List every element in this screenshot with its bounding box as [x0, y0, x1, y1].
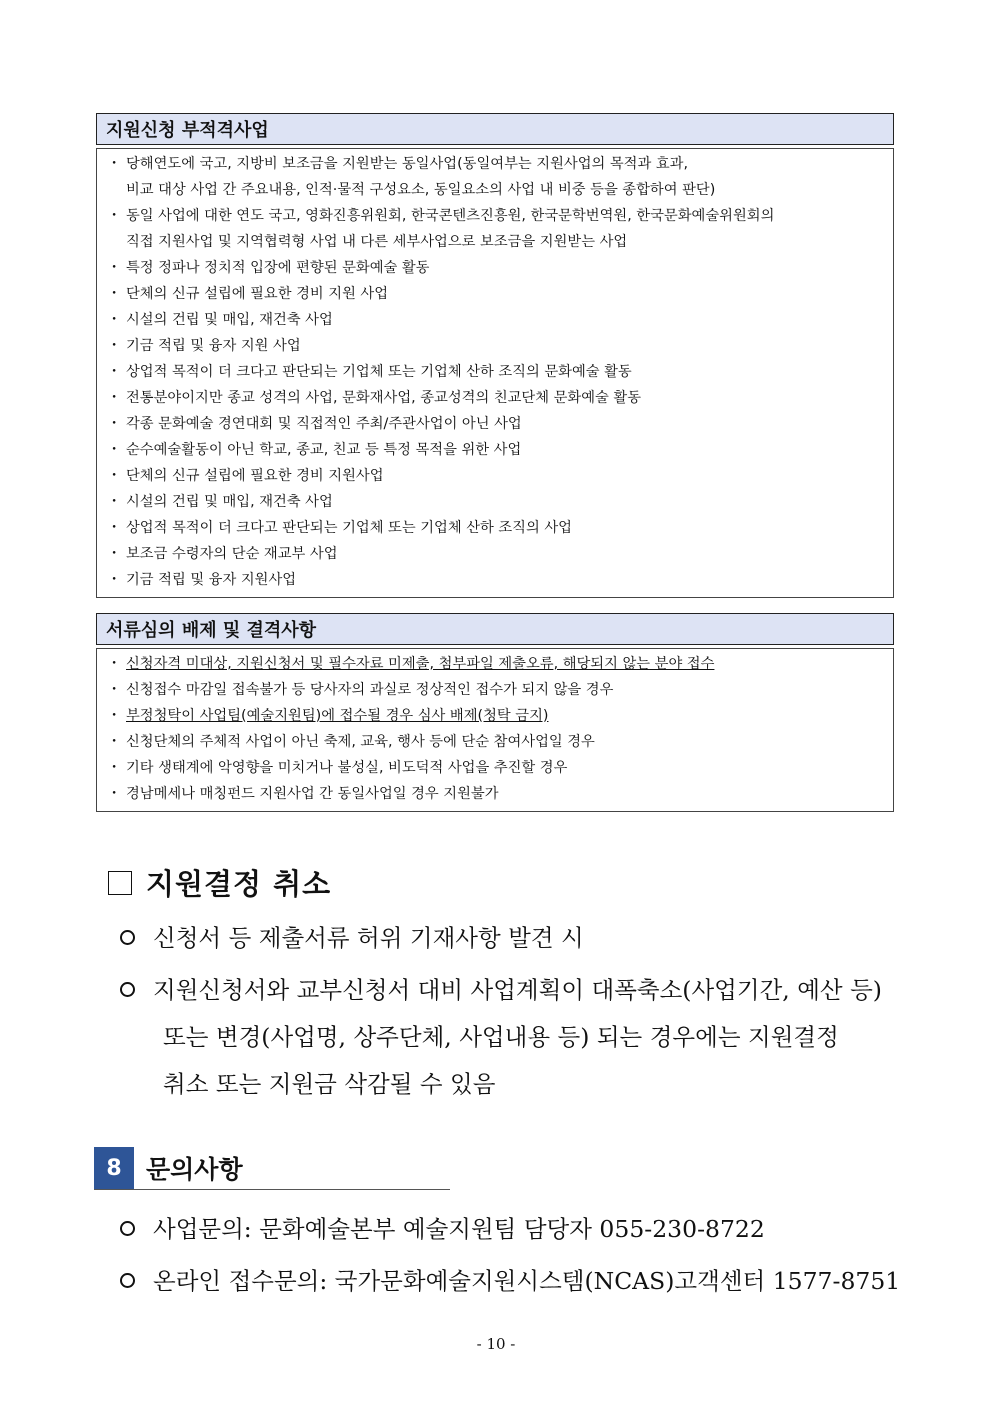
exclusion-title: 서류심의 배제 및 결격사항 [96, 613, 894, 645]
section-number-badge: 8 [94, 1147, 134, 1189]
square-icon [108, 871, 132, 895]
cancellation-item: 지원신청서와 교부신청서 대비 사업계획이 대폭축소(사업기간, 예산 등) 또는 변경(사업명, 상주단체, 사업내용 등) 되는 경우에는 지원결정 취소 또는 지원금 삭감될 수 있음 [120, 967, 896, 1108]
page-number: - 10 - [476, 1335, 516, 1353]
inquiry-heading [94, 1147, 450, 1190]
list-item: ・ 시설의 건립 및 매입, 재건축 사업 [107, 312, 333, 328]
list-item: ・ 경남메세나 매칭펀드 지원사업 간 동일사업일 경우 지원불가 [107, 786, 499, 802]
list-item: ・ 기금 적립 및 융자 지원 사업 [107, 338, 301, 354]
circle-bullet-icon [120, 982, 135, 997]
ineligible-list [96, 148, 894, 598]
list-item: ・ 신청자격 미대상, 지원신청서 및 필수자료 미제출, 첨부파일 제출오류, 해당되지 않는 분야 접수 [107, 656, 715, 672]
list-item: ・ 신청단체의 주체적 사업이 아닌 축제, 교육, 행사 등에 단순 참여사업일 경우 [107, 734, 595, 750]
cancellation-title: 지원결정 취소 [146, 867, 332, 901]
inquiry-title: 문의사항 [146, 1155, 243, 1184]
list-item: ・ 기금 적립 및 융자 지원사업 [107, 572, 297, 588]
cancellation-heading [108, 862, 331, 903]
list-item: ・ 단체의 신규 설립에 필요한 경비 지원사업 [107, 468, 384, 484]
exclusion-list [96, 648, 894, 812]
list-item: ・ 동일 사업에 대한 연도 국고, 영화진흥위원회, 한국콘텐츠진흥원, 한국문학번역원, 한국문화예술위원회의 [107, 208, 775, 224]
ineligible-box [96, 113, 894, 598]
exclusion-box [96, 613, 894, 812]
list-item: ・ 상업적 목적이 더 크다고 판단되는 기업체 또는 기업체 산하 조직의 문화예술 활동 [107, 364, 632, 380]
list-item-continuation: 직접 지원사업 및 지역협력형 사업 내 다른 세부사업으로 보조금을 지원받는 사업 [126, 234, 628, 250]
circle-bullet-icon [120, 1273, 135, 1288]
list-item: ・ 전통분야이지만 종교 성격의 사업, 문화재사업, 종교성격의 친교단체 문화예술 활동 [107, 390, 642, 406]
list-item: ・ 당해연도에 국고, 지방비 보조금을 지원받는 동일사업(동일여부는 지원사업의 목적과 효과, [107, 156, 689, 172]
list-item: ・ 특정 정파나 정치적 입장에 편향된 문화예술 활동 [107, 260, 430, 276]
list-item: ・ 보조금 수령자의 단순 재교부 사업 [107, 546, 338, 562]
ineligible-title: 지원신청 부적격사업 [96, 113, 894, 145]
list-item-continuation: 비교 대상 사업 간 주요내용, 인적·물적 구성요소, 동일요소의 사업 내 비중 등을 종합하여 판단) [126, 182, 716, 198]
circle-bullet-icon [120, 930, 135, 945]
list-item: ・ 순수예술활동이 아닌 학교, 종교, 친교 등 특정 목적을 위한 사업 [107, 442, 522, 458]
inquiry-item: 온라인 접수문의: 국가문화예술지원시스템(NCAS)고객센터 1577-8751 [120, 1258, 896, 1305]
list-item: ・ 부정청탁이 사업팀(예술지원팀)에 접수될 경우 심사 배제(청탁 금지) [107, 708, 549, 724]
circle-bullet-icon [120, 1221, 135, 1236]
cancellation-item: 신청서 등 제출서류 허위 기재사항 발견 시 [120, 915, 896, 962]
inquiry-item: 사업문의: 문화예술본부 예술지원팀 담당자 055-230-8722 [120, 1206, 896, 1253]
list-item: ・ 기타 생태계에 악영향을 미치거나 불성실, 비도덕적 사업을 추진할 경우 [107, 760, 568, 776]
list-item: ・ 각종 문화예술 경연대회 및 직접적인 주최/주관사업이 아닌 사업 [107, 416, 522, 432]
list-item: ・ 상업적 목적이 더 크다고 판단되는 기업체 또는 기업체 산하 조직의 사업 [107, 520, 572, 536]
list-item: ・ 시설의 건립 및 매입, 재건축 사업 [107, 494, 333, 510]
list-item: ・ 신청접수 마감일 접속불가 등 당사자의 과실로 정상적인 접수가 되지 않을 경우 [107, 682, 614, 698]
list-item: ・ 단체의 신규 설립에 필요한 경비 지원 사업 [107, 286, 389, 302]
